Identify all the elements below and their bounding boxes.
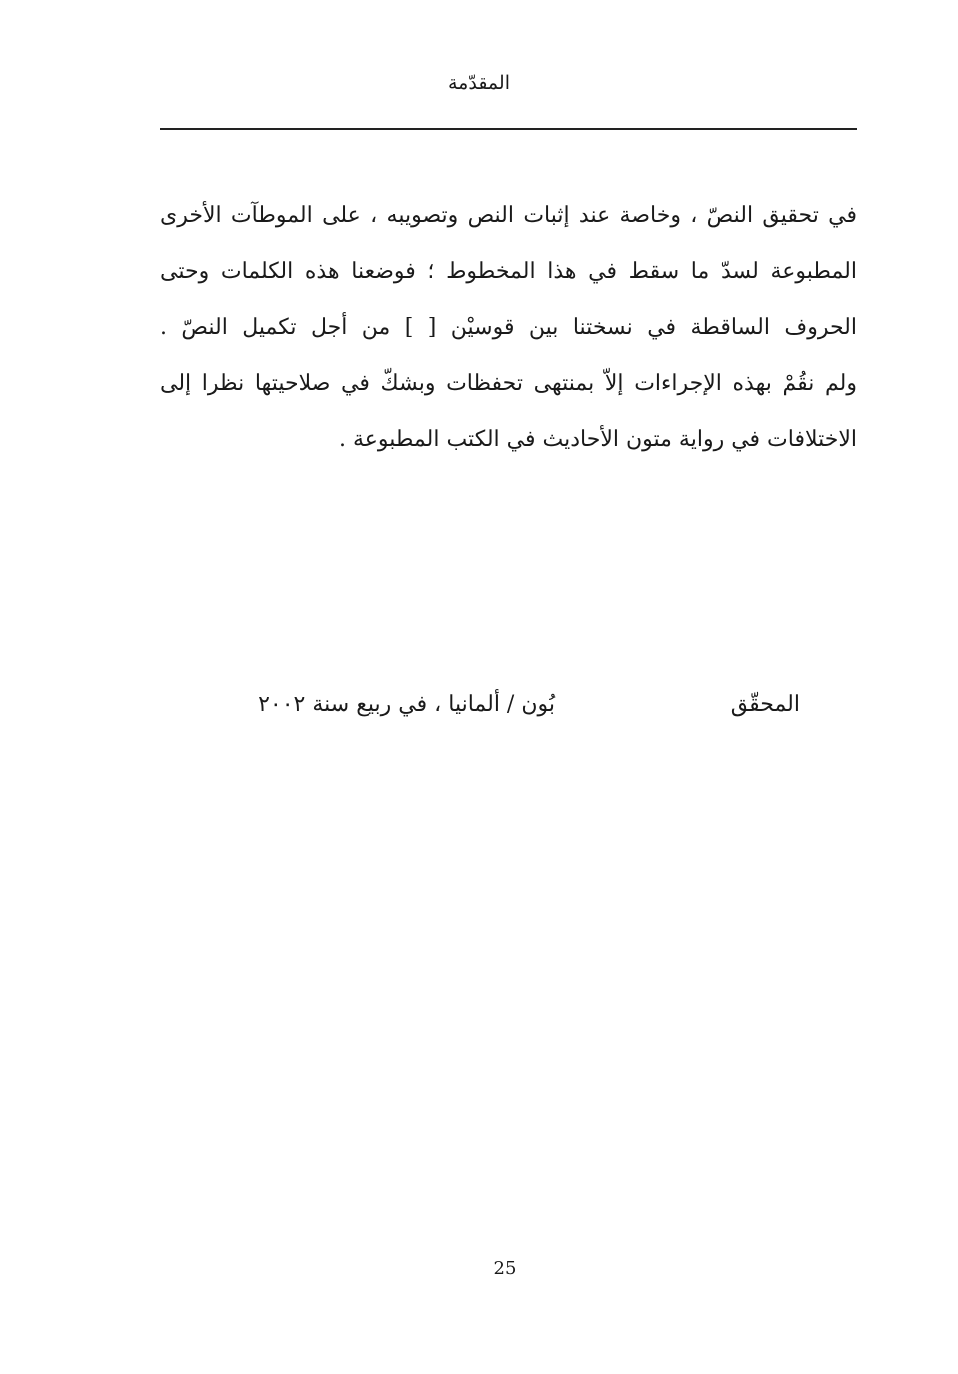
running-header-title: المقدّمة (447, 72, 510, 94)
body-line-2: المطبوعة لسدّ ما سقط في هذا المخطوط ؛ فوضعنا هذه الكلمات وحتى (160, 259, 857, 284)
body-line-3: الحروف الساقطة في نسختنا بين قوسيْن [ ] من أجل تكميل النصّ . (160, 315, 857, 340)
body-paragraph (160, 188, 857, 468)
body-line-5: الاختلافات في رواية متون الأحاديث في الكتب المطبوعة . (338, 427, 857, 452)
page-number: 25 (493, 1258, 517, 1279)
signature-author: المحقّق (730, 692, 800, 717)
signature-block (160, 692, 800, 732)
header-rule (160, 128, 857, 130)
body-line-4: ولم نقُمْ بهذه الإجراءات إلاّ بمنتهى تحفظات وبشكّ في صلاحيتها نظرا إلى (160, 371, 857, 396)
signature-place-date: بُون / ألمانيا ، في ربيع سنة ٢٠٠٢ (258, 692, 555, 717)
body-line-1: في تحقيق النصّ ، وخاصة عند إثبات النص وتصويبه ، على الموطآت الأخرى (160, 203, 857, 228)
